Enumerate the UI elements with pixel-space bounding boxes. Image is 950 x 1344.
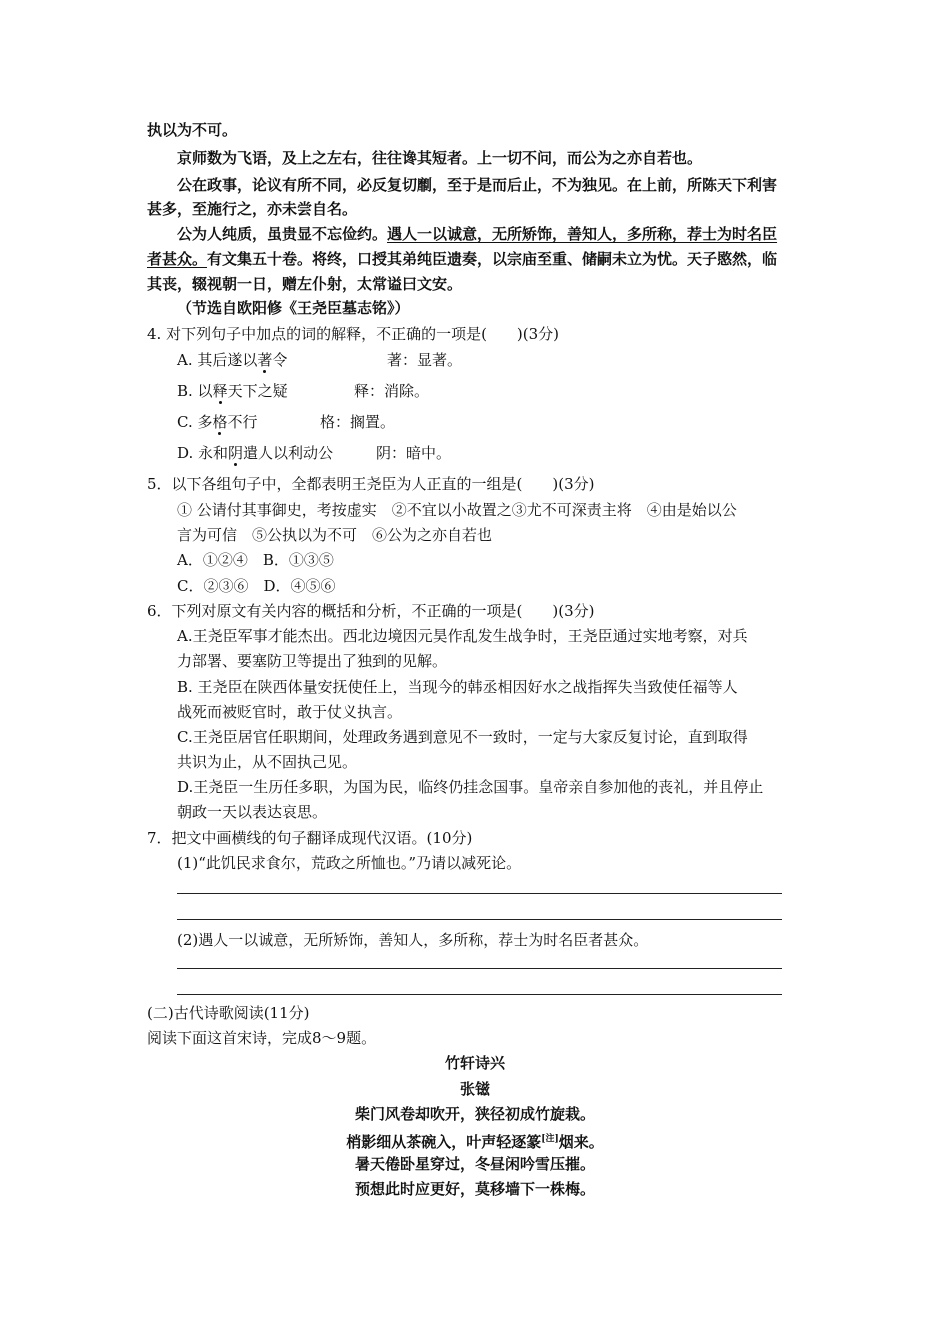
q4-stem: 4. 对下列句子中加点的词的解释，不正确的一项是( )(3分) [147, 325, 560, 343]
q4-a-text-end: 令 [272, 351, 288, 369]
passage-line-1: 执以为不可。 [147, 121, 238, 139]
q7-stem: 7．把文中画横线的句子翻译成现代汉语。(10分) [147, 829, 473, 847]
q4-c-text-end: 不行 [227, 413, 258, 431]
section-instruction: 阅读下面这首宋诗，完成8～9题。 [147, 1029, 377, 1047]
answer-line-1[interactable] [177, 893, 782, 894]
q4-d-text: D. 永和 [177, 444, 229, 462]
passage-source: （节选自欧阳修《王尧臣墓志铭》） [177, 299, 410, 317]
underlined-sentence-part-2: 者甚众。 [147, 250, 208, 268]
q4-b-text: B. 以 [177, 382, 213, 400]
poem-author: 张镃 [459, 1080, 490, 1098]
answer-line-2[interactable] [177, 919, 782, 920]
poem-line-2-start: 梢影细从茶碗入，叶声轻逐篆 [346, 1133, 542, 1151]
q4-option-d [177, 443, 333, 463]
passage-line-7: 其丧，辍视朝一日，赠左仆射，太常谥曰文安。 [147, 275, 463, 293]
q4-c-dotted-word: 格 [212, 413, 228, 431]
q4-a-dotted-word: 著 [257, 351, 273, 369]
q4-a-text: A. 其后遂以 [177, 351, 258, 369]
poem-line-2-end: 烟来。 [558, 1133, 604, 1151]
q4-option-c-explanation: 格：搁置。 [320, 413, 396, 431]
q4-option-b [177, 381, 288, 401]
q4-option-b-explanation: 释：消除。 [354, 382, 430, 400]
q4-option-c [177, 412, 258, 432]
q5-options-cd: C．②③⑥ D．④⑤⑥ [177, 577, 336, 595]
q6-option-c-line-1: C.王尧臣居官任职期间，处理政务遇到意见不一致时，一定与大家反复讨论，直到取得 [177, 728, 748, 746]
passage-line-6 [147, 249, 777, 269]
q4-b-text-end: 天下之疑 [227, 382, 288, 400]
underlined-sentence-part-1: 遇人一以诚意，无所矫饰，善知人，多所称，荐士为时名臣 [387, 225, 778, 243]
passage-line-4: 甚多，至施行之，亦未尝自名。 [147, 200, 358, 218]
answer-line-4[interactable] [177, 994, 782, 995]
q6-option-b-line-1: B. 王尧臣在陕西体量安抚使任上，当现今的韩丞相因好水之战指挥失当致使任福等人 [177, 678, 738, 696]
q4-d-text-end: 遣人以利动公 [243, 444, 334, 462]
passage-line-5-plain: 公为人纯质，虽贵显不忘俭约。 [177, 225, 388, 243]
passage-line-6-plain: 有文集五十卷。将终，口授其弟纯臣遗奏，以宗庙至重、储嗣未立为忧。天子愍然，临 [207, 250, 778, 268]
passage-line-3: 公在政事，论议有所不同，必反复切劘，至于是而后止，不为独见。在上前，所陈天下利害 [177, 176, 778, 194]
q7-sentence-2: (2)遇人一以诚意，无所矫饰，善知人，多所称，荐士为时名臣者甚众。 [177, 931, 649, 949]
poem-line-3: 暑天倦卧星穿过，冬昼闲吟雪压摧。 [354, 1155, 595, 1173]
answer-line-3[interactable] [177, 968, 782, 969]
q5-options-ab: A．①②④ B．①③⑤ [177, 551, 334, 569]
passage-line-2: 京师数为飞语，及上之左右，往往谗其短者。上一切不问，而公为之亦自若也。 [177, 149, 703, 167]
poem-line-1: 柴门风卷却吹开，狭径初成竹旋栽。 [354, 1105, 595, 1123]
q4-c-text: C. 多 [177, 413, 213, 431]
poem-title: 竹轩诗兴 [444, 1054, 505, 1072]
q4-option-a-explanation: 著：显著。 [387, 351, 463, 369]
q6-stem: 6．下列对原文有关内容的概括和分析，不正确的一项是( )(3分) [147, 602, 595, 620]
q6-option-d-line-2: 朝政一天以表达哀思。 [177, 803, 328, 821]
q5-stem: 5．以下各组句子中，全都表明王尧臣为人正直的一组是( )(3分) [147, 475, 595, 493]
q4-option-d-explanation: 阴：暗中。 [376, 444, 452, 462]
q4-d-dotted-word: 阴 [228, 444, 244, 462]
q7-sentence-1: (1)“此饥民求食尔，荒政之所恤也。”乃请以减死论。 [177, 854, 522, 872]
q6-option-a-line-2: 力部署、要塞防卫等提出了独到的见解。 [177, 652, 448, 670]
passage-line-5 [177, 224, 777, 244]
q6-option-a-line-1: A.王尧臣军事才能杰出。西北边境因元昊作乱发生战争时，王尧臣通过实地考察，对兵 [177, 627, 748, 645]
poem-line-2 [0, 1129, 950, 1152]
q5-items-line-2: 言为可信 ⑤公执以为不可 ⑥公为之亦自若也 [177, 526, 493, 544]
q6-option-c-line-2: 共识为止，从不固执己见。 [177, 753, 358, 771]
q6-option-d-line-1: D.王尧臣一生历任多职，为国为民，临终仍挂念国事。皇帝亲自参加他的丧礼，并且停止 [177, 778, 764, 796]
q6-option-b-line-2: 战死而被贬官时，敢于仗义执言。 [177, 703, 403, 721]
q5-items-line-1: ① 公请付其事御史，考按虚实 ②不宜以小故置之③尤不可深责主将 ④由是始以公 [177, 501, 737, 519]
footnote-marker: [注] [541, 1134, 559, 1144]
q4-option-a [177, 350, 287, 370]
q4-b-dotted-word: 释 [212, 382, 228, 400]
section-heading: (二)古代诗歌阅读(11分) [147, 1004, 310, 1022]
poem-line-4: 预想此时应更好，莫移墙下一株梅。 [354, 1180, 595, 1198]
